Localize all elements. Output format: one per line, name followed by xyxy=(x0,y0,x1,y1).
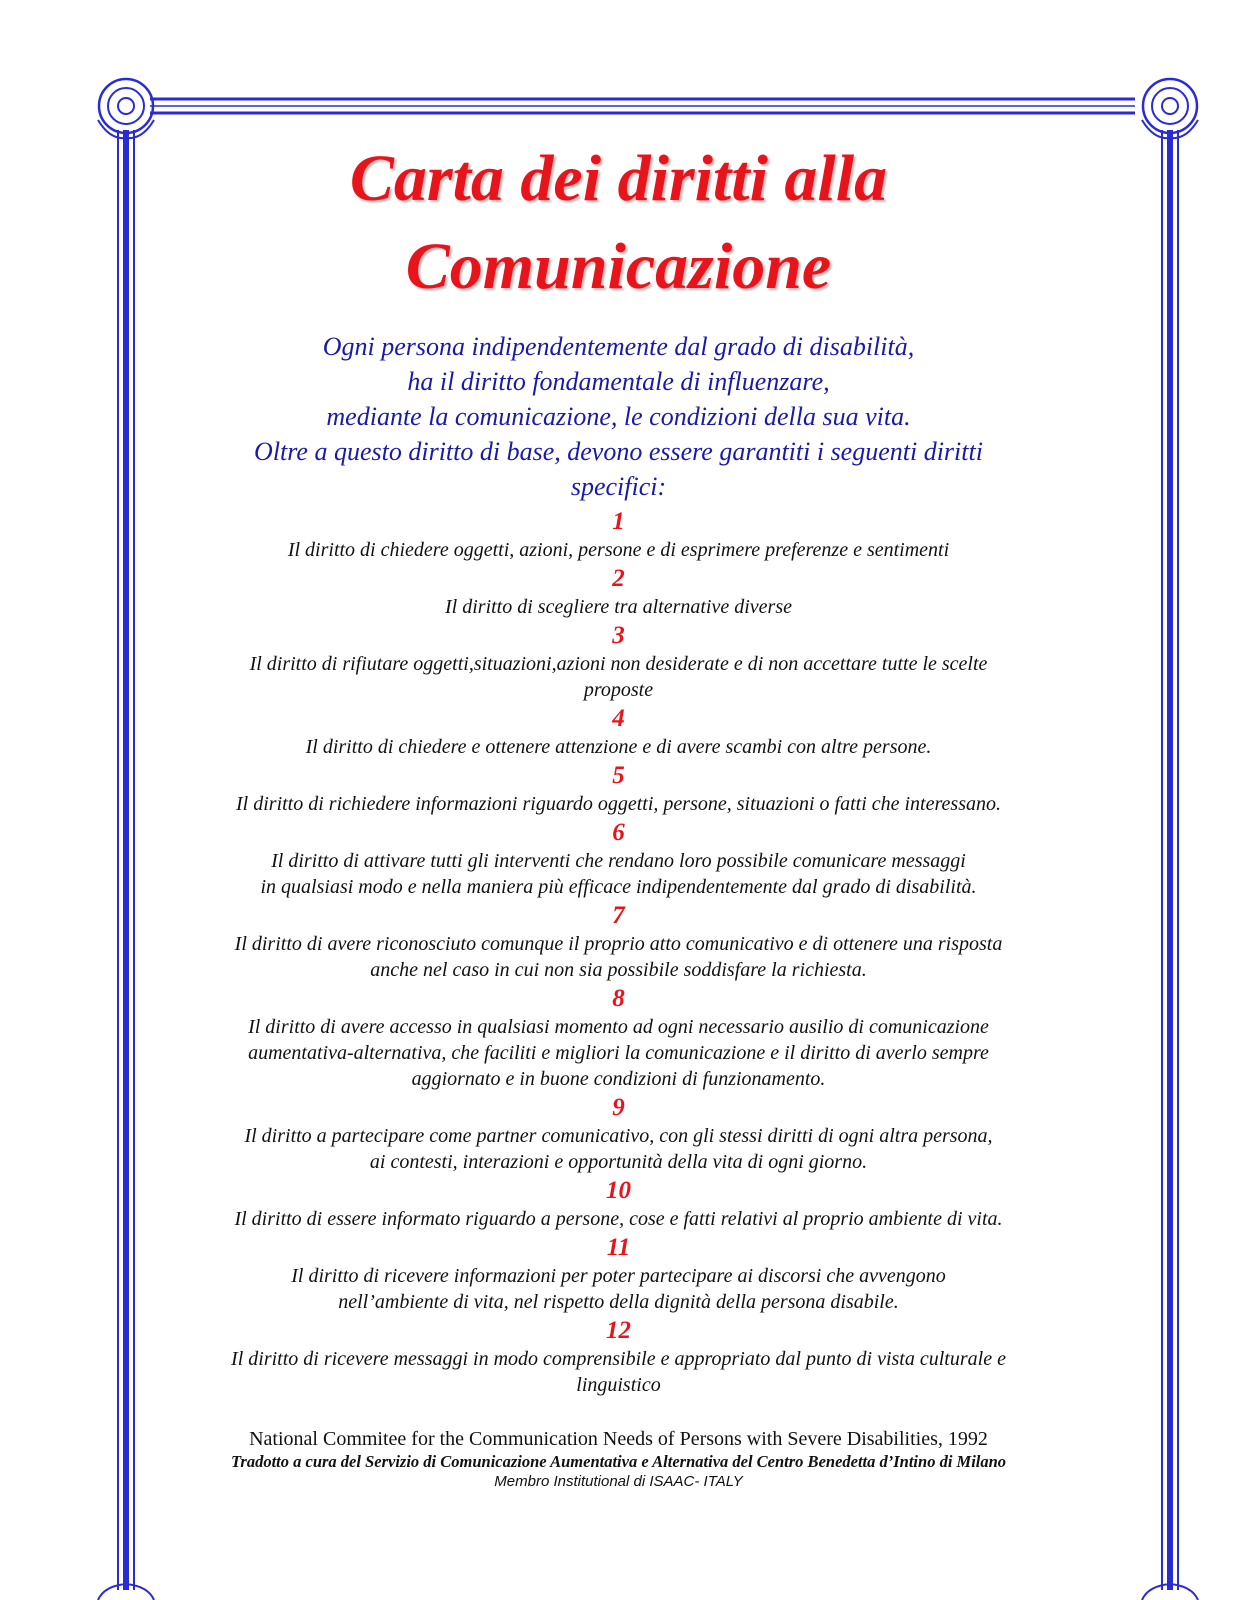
intro-line: Ogni persona indipendentemente dal grado di disabilità, xyxy=(322,332,915,361)
right-number: 12 xyxy=(606,1317,631,1344)
right-number: 7 xyxy=(612,902,625,929)
right-item xyxy=(160,817,1077,900)
right-text-line: proposte xyxy=(583,679,654,701)
title-line-2: Comunicazione xyxy=(405,230,832,303)
right-number: 11 xyxy=(606,1234,631,1261)
right-text-line: Il diritto di scegliere tra alternative diverse xyxy=(445,596,792,618)
intro-line: Oltre a questo diritto di base, devono essere garantiti i seguenti diritti xyxy=(254,437,983,466)
right-text-line: linguistico xyxy=(576,1374,661,1396)
right-text-line: nell’ambiente di vita, nel rispetto della dignità della persona disabile. xyxy=(338,1291,899,1313)
intro-line: specifici: xyxy=(570,472,667,501)
right-item xyxy=(160,703,1077,760)
right-number: 8 xyxy=(612,985,625,1012)
right-number: 1 xyxy=(612,508,625,535)
right-item xyxy=(160,1315,1077,1398)
top-right-scroll-icon xyxy=(1142,79,1198,138)
right-text-line: in qualsiasi modo e nella maniera più efficace indipendentemente dal grado di disabilità. xyxy=(260,876,977,898)
right-text-line: Il diritto di essere informato riguardo a persone, cose e fatti relativi al proprio ambiente di vita. xyxy=(234,1208,1003,1230)
footer-translation: Tradotto a cura del Servizio di Comunicazione Aumentativa e Alternativa del Centro Benedetta d’Intino di Milano xyxy=(230,1452,1007,1471)
right-text-line: Il diritto di chiedere oggetti, azioni, persone e di esprimere preferenze e sentimenti xyxy=(287,539,950,561)
right-item xyxy=(160,983,1077,1092)
right-text-line: ai contesti, interazioni e opportunità della vita di ogni giorno. xyxy=(369,1151,868,1173)
right-text-line: Il diritto di ricevere informazioni per poter partecipare ai discorsi che avvengono xyxy=(291,1265,946,1287)
right-item xyxy=(160,900,1077,983)
footer-source: National Commitee for the Communication Needs of Persons with Severe Disabilities, 1992 xyxy=(249,1428,988,1450)
title-line-1: Carta dei diritti alla xyxy=(349,142,888,215)
right-number: 10 xyxy=(606,1177,631,1204)
right-item xyxy=(160,1232,1077,1315)
charter-document xyxy=(160,135,1077,1492)
page-title xyxy=(160,135,1077,311)
right-text-line: anche nel caso in cui non sia possibile soddisfare la richiesta. xyxy=(370,959,867,981)
intro-line: mediante la comunicazione, le condizioni della sua vita. xyxy=(326,402,911,431)
right-text-line: aumentativa-alternativa, che faciliti e migliori la comunicazione e il diritto di averlo sempre xyxy=(248,1042,989,1064)
right-number: 5 xyxy=(612,762,625,789)
right-text-line: Il diritto di rifiutare oggetti,situazioni,azioni non desiderate e di non accettare tutte le scelte xyxy=(249,653,988,675)
intro-paragraph xyxy=(160,329,1077,504)
right-text-line: Il diritto di richiedere informazioni riguardo oggetti, persone, situazioni o fatti che interessano. xyxy=(236,793,1001,815)
right-text-line: Il diritto di ricevere messaggi in modo comprensibile e appropriato dal punto di vista culturale e xyxy=(231,1348,1006,1370)
right-text-line: Il diritto di chiedere e ottenere attenzione e di avere scambi con altre persone. xyxy=(305,736,932,758)
right-text-line: Il diritto di avere accesso in qualsiasi momento ad ogni necessario ausilio di comunicazione xyxy=(248,1016,989,1038)
right-text-line: Il diritto di avere riconosciuto comunque il proprio atto comunicativo e di ottenere una risposta xyxy=(234,933,1003,955)
right-number: 3 xyxy=(612,622,625,649)
rights-list xyxy=(160,506,1077,1398)
right-item xyxy=(160,620,1077,703)
right-number: 4 xyxy=(612,705,625,732)
right-item xyxy=(160,1092,1077,1175)
right-text-line: Il diritto a partecipare come partner comunicativo, con gli stessi diritti di ogni altra persona, xyxy=(244,1125,993,1147)
right-item xyxy=(160,1175,1077,1232)
right-item xyxy=(160,760,1077,817)
intro-line: ha il diritto fondamentale di influenzare, xyxy=(407,367,830,396)
right-number: 9 xyxy=(612,1094,625,1121)
right-text-line: aggiornato e in buone condizioni di funzionamento. xyxy=(411,1068,826,1090)
right-number: 6 xyxy=(612,819,625,846)
right-number: 2 xyxy=(612,565,625,592)
right-text-line: Il diritto di attivare tutti gli interventi che rendano loro possibile comunicare messaggi xyxy=(271,850,966,872)
right-item xyxy=(160,563,1077,620)
right-item xyxy=(160,506,1077,563)
top-left-scroll-icon xyxy=(98,79,154,138)
footer-membership: Membro Institutional di ISAAC- ITALY xyxy=(494,1473,743,1490)
footer-credits xyxy=(160,1426,1077,1492)
